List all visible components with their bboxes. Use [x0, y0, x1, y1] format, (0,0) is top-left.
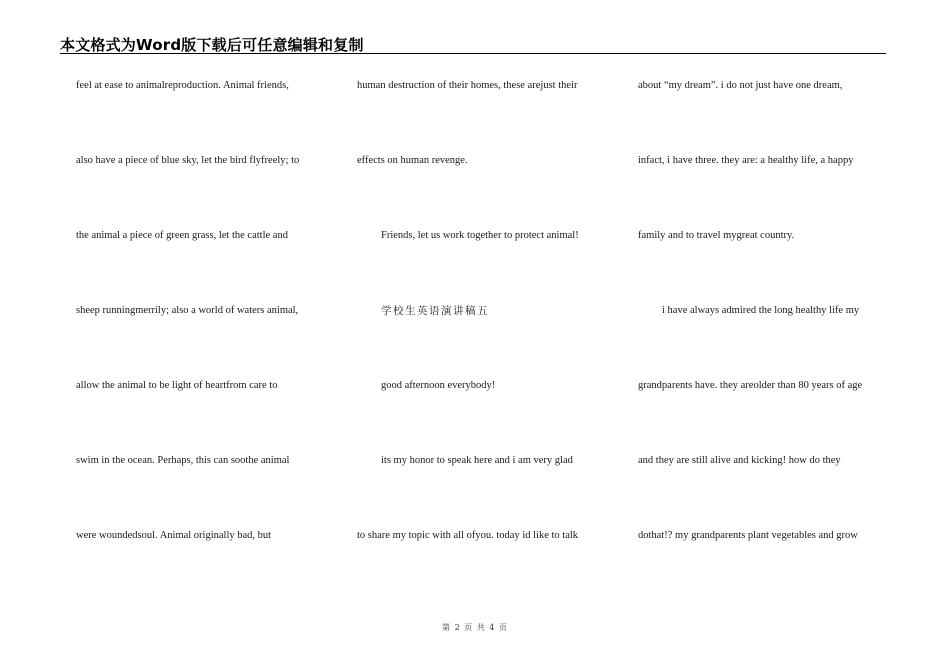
text-line: good afternoon everybody!	[381, 380, 496, 391]
text-line: grandparents have. they areolder than 80 years of age	[638, 380, 863, 391]
text-line: feel at ease to animalreproduction. Animal friends,	[76, 80, 289, 91]
text-line: to share my topic with all ofyou. today id like to talk	[357, 530, 579, 541]
text-line: effects on human revenge.	[357, 155, 468, 166]
text-line: also have a piece of blue sky, let the bird flyfreely; to	[76, 155, 300, 166]
section-heading: 学校生英语演讲稿五	[381, 305, 489, 317]
text-line: family and to travel mygreat country.	[638, 230, 795, 241]
text-line: swim in the ocean. Perhaps, this can soothe animal	[76, 455, 290, 466]
page-number-footer: 第 2 页 共 4 页	[442, 623, 508, 632]
text-line: about “my dream”. i do not just have one dream,	[638, 80, 843, 91]
text-line: i have always admired the long healthy life my	[662, 305, 860, 316]
header-divider	[60, 53, 886, 54]
document-header-title: 本文格式为Word版下载后可任意编辑和复制	[60, 36, 364, 54]
text-line: Friends, let us work together to protect animal!	[381, 230, 579, 241]
text-line: human destruction of their homes, these arejust their	[357, 80, 578, 91]
text-line: and they are still alive and kicking! how do they	[638, 455, 841, 466]
text-line: allow the animal to be light of heartfrom care to	[76, 380, 278, 391]
text-line: dothat!? my grandparents plant vegetables and grow	[638, 530, 858, 541]
text-line: infact, i have three. they are: a healthy life, a happy	[638, 155, 854, 166]
text-line: were woundedsoul. Animal originally bad, but	[76, 530, 272, 541]
text-line: sheep runningmerrily; also a world of waters animal,	[76, 305, 299, 316]
text-line: its my honor to speak here and i am very glad	[381, 455, 573, 466]
text-line: the animal a piece of green grass, let the cattle and	[76, 230, 288, 241]
